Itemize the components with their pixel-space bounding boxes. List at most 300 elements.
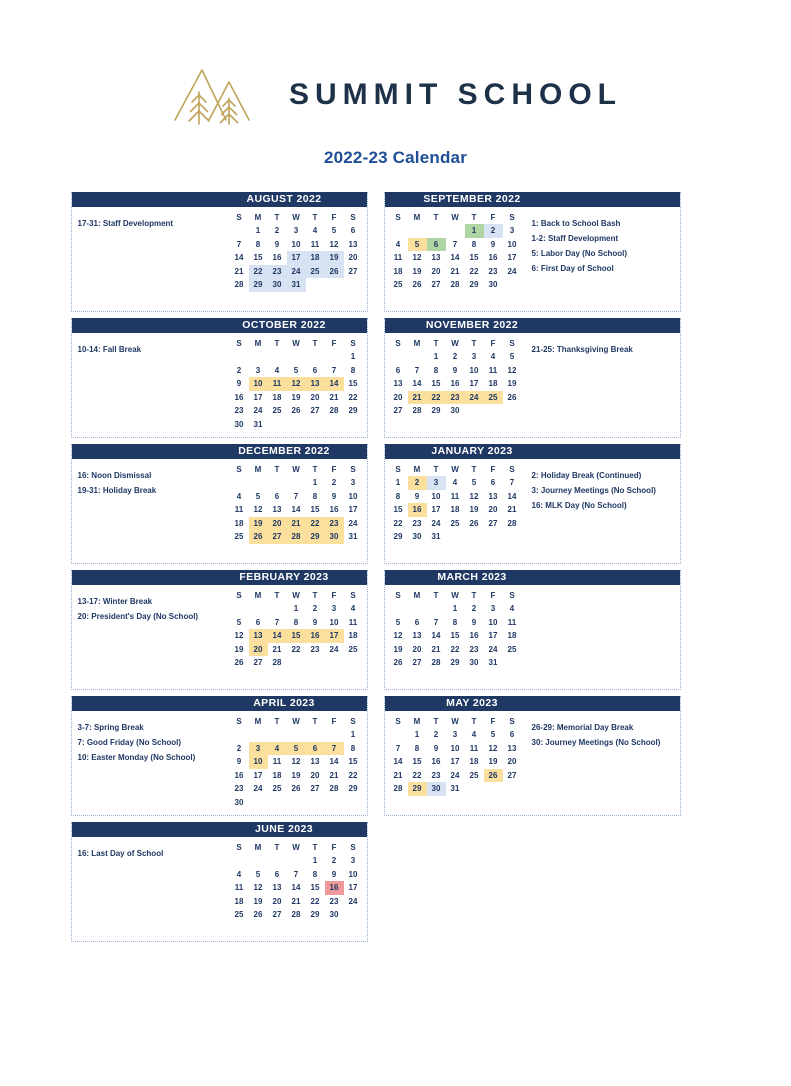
day-cell[interactable]: 1 — [255, 226, 261, 236]
day-cell[interactable]: 27 — [272, 910, 282, 920]
day-cell[interactable]: 26 — [393, 658, 403, 668]
day-cell[interactable]: 15 — [469, 253, 479, 263]
day-cell[interactable]: 5 — [408, 238, 427, 252]
day-cell[interactable]: 22 — [310, 896, 320, 906]
day-cell[interactable]: 31 — [253, 419, 263, 429]
day-cell[interactable]: 29 — [450, 658, 460, 668]
day-cell[interactable]: 1 — [350, 730, 356, 740]
day-cell[interactable]: 6 — [509, 730, 515, 740]
day-cell[interactable]: 10 — [450, 743, 460, 753]
day-cell[interactable]: 18 — [450, 505, 460, 515]
day-cell[interactable]: 3 — [427, 476, 446, 490]
day-cell[interactable]: 4 — [268, 742, 287, 756]
day-cell[interactable]: 24 — [507, 266, 517, 276]
day-cell[interactable]: 2 — [236, 365, 242, 375]
day-cell[interactable]: 24 — [348, 896, 358, 906]
day-cell[interactable]: 22 — [450, 644, 460, 654]
day-cell[interactable]: 2 — [471, 604, 477, 614]
day-cell[interactable]: 11 — [488, 365, 498, 375]
day-cell[interactable]: 3 — [255, 365, 261, 375]
day-cell[interactable]: 9 — [433, 743, 439, 753]
day-cell[interactable]: 19 — [249, 517, 268, 531]
day-cell[interactable]: 9 — [331, 491, 337, 501]
day-cell[interactable]: 6 — [274, 869, 280, 879]
day-cell[interactable]: 24 — [488, 644, 498, 654]
day-cell[interactable]: 3 — [490, 604, 496, 614]
day-cell[interactable]: 4 — [236, 869, 242, 879]
day-cell[interactable]: 17 — [469, 379, 479, 389]
day-cell[interactable]: 12 — [412, 253, 422, 263]
day-cell[interactable]: 13 — [507, 743, 517, 753]
day-cell[interactable]: 19 — [412, 266, 422, 276]
day-cell[interactable]: 25 — [272, 784, 282, 794]
day-cell[interactable]: 5 — [255, 869, 261, 879]
day-cell[interactable]: 3 — [471, 352, 477, 362]
day-cell[interactable]: 21 — [431, 644, 441, 654]
day-cell[interactable]: 23 — [412, 518, 422, 528]
day-cell[interactable]: 27 — [507, 770, 517, 780]
day-cell[interactable]: 26 — [253, 910, 263, 920]
day-cell[interactable]: 9 — [490, 239, 496, 249]
day-cell[interactable]: 10 — [291, 239, 301, 249]
day-cell[interactable]: 12 — [234, 631, 244, 641]
day-cell[interactable]: 20 — [412, 644, 422, 654]
day-cell[interactable]: 17 — [348, 883, 358, 893]
day-cell[interactable]: 15 — [310, 883, 320, 893]
day-cell[interactable]: 30 — [329, 910, 339, 920]
day-cell[interactable]: 24 — [287, 265, 306, 279]
day-cell[interactable]: 14 — [431, 631, 441, 641]
day-cell[interactable]: 28 — [329, 784, 339, 794]
day-cell[interactable]: 12 — [488, 743, 498, 753]
day-cell[interactable]: 11 — [507, 617, 517, 627]
day-cell[interactable]: 4 — [274, 365, 280, 375]
day-cell[interactable]: 20 — [393, 392, 403, 402]
day-cell[interactable]: 9 — [274, 239, 280, 249]
day-cell[interactable]: 17 — [348, 505, 358, 515]
day-cell[interactable]: 26 — [484, 769, 503, 783]
day-cell[interactable]: 10 — [249, 377, 268, 391]
day-cell[interactable]: 5 — [490, 730, 496, 740]
day-cell[interactable]: 19 — [234, 644, 244, 654]
day-cell[interactable]: 21 — [287, 517, 306, 531]
day-cell[interactable]: 3 — [509, 226, 515, 236]
day-cell[interactable]: 8 — [452, 617, 458, 627]
day-cell[interactable]: 2 — [408, 476, 427, 490]
day-cell[interactable]: 26 — [469, 518, 479, 528]
day-cell[interactable]: 22 — [469, 266, 479, 276]
day-cell[interactable]: 25 — [507, 644, 517, 654]
day-cell[interactable]: 18 — [469, 757, 479, 767]
day-cell[interactable]: 11 — [469, 743, 479, 753]
day-cell[interactable]: 21 — [291, 896, 301, 906]
day-cell[interactable]: 28 — [450, 280, 460, 290]
day-cell[interactable]: 6 — [306, 742, 325, 756]
day-cell[interactable]: 5 — [236, 617, 242, 627]
day-cell[interactable]: 4 — [509, 604, 515, 614]
day-cell[interactable]: 10 — [329, 617, 339, 627]
day-cell[interactable]: 30 — [488, 280, 498, 290]
day-cell[interactable]: 27 — [412, 658, 422, 668]
day-cell[interactable]: 12 — [287, 377, 306, 391]
day-cell[interactable]: 29 — [306, 530, 325, 544]
day-cell[interactable]: 31 — [287, 278, 306, 292]
day-cell[interactable]: 29 — [249, 278, 268, 292]
day-cell[interactable]: 30 — [469, 658, 479, 668]
day-cell[interactable]: 30 — [268, 278, 287, 292]
day-cell[interactable]: 21 — [408, 391, 427, 405]
day-cell[interactable]: 9 — [471, 617, 477, 627]
day-cell[interactable]: 19 — [507, 379, 517, 389]
day-cell[interactable]: 11 — [348, 617, 358, 627]
day-cell[interactable]: 7 — [452, 239, 458, 249]
day-cell[interactable]: 14 — [291, 883, 301, 893]
day-cell[interactable]: 28 — [507, 518, 517, 528]
day-cell[interactable]: 19 — [488, 757, 498, 767]
day-cell[interactable]: 16 — [325, 881, 344, 895]
day-cell[interactable]: 13 — [348, 239, 358, 249]
day-cell[interactable]: 27 — [268, 530, 287, 544]
day-cell[interactable]: 3 — [293, 226, 299, 236]
day-cell[interactable]: 9 — [312, 617, 318, 627]
day-cell[interactable]: 21 — [393, 770, 403, 780]
day-cell[interactable]: 4 — [471, 730, 477, 740]
day-cell[interactable]: 16 — [272, 253, 282, 263]
day-cell[interactable]: 14 — [412, 379, 422, 389]
day-cell[interactable]: 5 — [287, 742, 306, 756]
day-cell[interactable]: 15 — [287, 629, 306, 643]
day-cell[interactable]: 15 — [310, 505, 320, 515]
day-cell[interactable]: 20 — [348, 253, 358, 263]
day-cell[interactable]: 11 — [450, 491, 460, 501]
day-cell[interactable]: 15 — [348, 757, 358, 767]
day-cell[interactable]: 26 — [325, 265, 344, 279]
day-cell[interactable]: 7 — [414, 365, 420, 375]
day-cell[interactable]: 26 — [291, 406, 301, 416]
day-cell[interactable]: 2 — [312, 604, 318, 614]
day-cell[interactable]: 12 — [329, 239, 339, 249]
day-cell[interactable]: 18 — [272, 770, 282, 780]
day-cell[interactable]: 3 — [249, 742, 268, 756]
day-cell[interactable]: 18 — [272, 392, 282, 402]
day-cell[interactable]: 26 — [291, 784, 301, 794]
day-cell[interactable]: 24 — [329, 644, 339, 654]
day-cell[interactable]: 5 — [471, 478, 477, 488]
day-cell[interactable]: 7 — [395, 743, 401, 753]
day-cell[interactable]: 23 — [488, 266, 498, 276]
day-cell[interactable]: 30 — [412, 532, 422, 542]
day-cell[interactable]: 18 — [234, 896, 244, 906]
day-cell[interactable]: 25 — [450, 518, 460, 528]
day-cell[interactable]: 29 — [408, 782, 427, 796]
day-cell[interactable]: 12 — [291, 757, 301, 767]
day-cell[interactable]: 12 — [469, 491, 479, 501]
day-cell[interactable]: 1 — [293, 604, 299, 614]
day-cell[interactable]: 2 — [433, 730, 439, 740]
day-cell[interactable]: 9 — [236, 757, 242, 767]
day-cell[interactable]: 16 — [431, 757, 441, 767]
day-cell[interactable]: 23 — [310, 644, 320, 654]
day-cell[interactable]: 22 — [348, 392, 358, 402]
day-cell[interactable]: 18 — [234, 518, 244, 528]
day-cell[interactable]: 13 — [310, 757, 320, 767]
day-cell[interactable]: 22 — [412, 770, 422, 780]
day-cell[interactable]: 18 — [348, 631, 358, 641]
day-cell[interactable]: 15 — [450, 631, 460, 641]
day-cell[interactable]: 4 — [452, 478, 458, 488]
day-cell[interactable]: 25 — [484, 391, 503, 405]
day-cell[interactable]: 19 — [291, 770, 301, 780]
day-cell[interactable]: 27 — [348, 266, 358, 276]
day-cell[interactable]: 13 — [393, 379, 403, 389]
day-cell[interactable]: 8 — [433, 365, 439, 375]
day-cell[interactable]: 2 — [331, 856, 337, 866]
day-cell[interactable]: 20 — [272, 896, 282, 906]
day-cell[interactable]: 17 — [431, 505, 441, 515]
day-cell[interactable]: 8 — [255, 239, 261, 249]
day-cell[interactable]: 18 — [507, 631, 517, 641]
day-cell[interactable]: 11 — [234, 883, 244, 893]
day-cell[interactable]: 7 — [293, 869, 299, 879]
day-cell[interactable]: 3 — [331, 604, 337, 614]
day-cell[interactable]: 14 — [507, 491, 517, 501]
day-cell[interactable]: 8 — [395, 491, 401, 501]
day-cell[interactable]: 13 — [306, 377, 325, 391]
day-cell[interactable]: 19 — [291, 392, 301, 402]
day-cell[interactable]: 6 — [427, 238, 446, 252]
day-cell[interactable]: 28 — [431, 658, 441, 668]
day-cell[interactable]: 21 — [272, 644, 282, 654]
day-cell[interactable]: 3 — [350, 478, 356, 488]
day-cell[interactable]: 10 — [469, 365, 479, 375]
day-cell[interactable]: 11 — [393, 253, 403, 263]
day-cell[interactable]: 17 — [287, 251, 306, 265]
day-cell[interactable]: 11 — [272, 757, 282, 767]
day-cell[interactable]: 7 — [236, 239, 242, 249]
day-cell[interactable]: 9 — [452, 365, 458, 375]
day-cell[interactable]: 15 — [431, 379, 441, 389]
day-cell[interactable]: 29 — [393, 532, 403, 542]
day-cell[interactable]: 16 — [469, 631, 479, 641]
day-cell[interactable]: 11 — [310, 239, 320, 249]
day-cell[interactable]: 19 — [325, 251, 344, 265]
day-cell[interactable]: 8 — [312, 491, 318, 501]
day-cell[interactable]: 4 — [395, 239, 401, 249]
day-cell[interactable]: 14 — [393, 757, 403, 767]
day-cell[interactable]: 4 — [350, 604, 356, 614]
day-cell[interactable]: 10 — [348, 491, 358, 501]
day-cell[interactable]: 15 — [348, 379, 358, 389]
day-cell[interactable]: 17 — [253, 770, 263, 780]
day-cell[interactable]: 14 — [234, 253, 244, 263]
day-cell[interactable]: 6 — [255, 617, 261, 627]
day-cell[interactable]: 12 — [253, 883, 263, 893]
day-cell[interactable]: 25 — [348, 644, 358, 654]
day-cell[interactable]: 25 — [469, 770, 479, 780]
day-cell[interactable]: 30 — [234, 419, 244, 429]
day-cell[interactable]: 27 — [253, 658, 263, 668]
day-cell[interactable]: 8 — [312, 869, 318, 879]
day-cell[interactable]: 1 — [414, 730, 420, 740]
day-cell[interactable]: 20 — [268, 517, 287, 531]
day-cell[interactable]: 23 — [469, 644, 479, 654]
day-cell[interactable]: 5 — [331, 226, 337, 236]
day-cell[interactable]: 30 — [450, 406, 460, 416]
day-cell[interactable]: 24 — [253, 784, 263, 794]
day-cell[interactable]: 2 — [452, 352, 458, 362]
day-cell[interactable]: 1 — [433, 352, 439, 362]
day-cell[interactable]: 7 — [433, 617, 439, 627]
day-cell[interactable]: 2 — [484, 224, 503, 238]
day-cell[interactable]: 6 — [395, 365, 401, 375]
day-cell[interactable]: 28 — [329, 406, 339, 416]
day-cell[interactable]: 21 — [507, 505, 517, 515]
day-cell[interactable]: 12 — [393, 631, 403, 641]
day-cell[interactable]: 27 — [431, 280, 441, 290]
day-cell[interactable]: 13 — [488, 491, 498, 501]
day-cell[interactable]: 9 — [331, 869, 337, 879]
day-cell[interactable]: 4 — [312, 226, 318, 236]
day-cell[interactable]: 7 — [331, 365, 337, 375]
day-cell[interactable]: 14 — [268, 629, 287, 643]
day-cell[interactable]: 19 — [469, 505, 479, 515]
day-cell[interactable]: 8 — [414, 743, 420, 753]
day-cell[interactable]: 6 — [350, 226, 356, 236]
day-cell[interactable]: 2 — [236, 743, 242, 753]
day-cell[interactable]: 30 — [234, 797, 244, 807]
day-cell[interactable]: 16 — [234, 770, 244, 780]
day-cell[interactable]: 9 — [236, 379, 242, 389]
day-cell[interactable]: 18 — [488, 379, 498, 389]
day-cell[interactable]: 26 — [234, 658, 244, 668]
day-cell[interactable]: 11 — [234, 505, 244, 515]
day-cell[interactable]: 20 — [488, 505, 498, 515]
day-cell[interactable]: 24 — [431, 518, 441, 528]
day-cell[interactable]: 8 — [350, 743, 356, 753]
day-cell[interactable]: 17 — [450, 757, 460, 767]
day-cell[interactable]: 17 — [507, 253, 517, 263]
day-cell[interactable]: 27 — [488, 518, 498, 528]
day-cell[interactable]: 13 — [272, 505, 282, 515]
day-cell[interactable]: 12 — [253, 505, 263, 515]
day-cell[interactable]: 16 — [408, 503, 427, 517]
day-cell[interactable]: 20 — [249, 643, 268, 657]
day-cell[interactable]: 4 — [490, 352, 496, 362]
day-cell[interactable]: 5 — [509, 352, 515, 362]
day-cell[interactable]: 28 — [412, 406, 422, 416]
day-cell[interactable]: 10 — [431, 491, 441, 501]
day-cell[interactable]: 20 — [310, 770, 320, 780]
day-cell[interactable]: 25 — [393, 280, 403, 290]
day-cell[interactable]: 29 — [469, 280, 479, 290]
day-cell[interactable]: 16 — [450, 379, 460, 389]
day-cell[interactable]: 29 — [348, 406, 358, 416]
day-cell[interactable]: 14 — [329, 757, 339, 767]
day-cell[interactable]: 10 — [507, 239, 517, 249]
day-cell[interactable]: 16 — [306, 629, 325, 643]
day-cell[interactable]: 22 — [249, 265, 268, 279]
day-cell[interactable]: 17 — [325, 629, 344, 643]
day-cell[interactable]: 10 — [348, 869, 358, 879]
day-cell[interactable]: 1 — [395, 478, 401, 488]
day-cell[interactable]: 26 — [507, 392, 517, 402]
day-cell[interactable]: 28 — [393, 784, 403, 794]
day-cell[interactable]: 24 — [465, 391, 484, 405]
day-cell[interactable]: 27 — [393, 406, 403, 416]
day-cell[interactable]: 5 — [293, 365, 299, 375]
day-cell[interactable]: 8 — [350, 365, 356, 375]
day-cell[interactable]: 14 — [291, 505, 301, 515]
day-cell[interactable]: 30 — [427, 782, 446, 796]
day-cell[interactable]: 28 — [234, 280, 244, 290]
day-cell[interactable]: 17 — [253, 392, 263, 402]
day-cell[interactable]: 6 — [490, 478, 496, 488]
day-cell[interactable]: 22 — [393, 518, 403, 528]
day-cell[interactable]: 19 — [253, 896, 263, 906]
day-cell[interactable]: 18 — [393, 266, 403, 276]
day-cell[interactable]: 27 — [310, 784, 320, 794]
day-cell[interactable]: 23 — [268, 265, 287, 279]
day-cell[interactable]: 21 — [450, 266, 460, 276]
day-cell[interactable]: 24 — [253, 406, 263, 416]
day-cell[interactable]: 7 — [509, 478, 515, 488]
day-cell[interactable]: 2 — [331, 478, 337, 488]
day-cell[interactable]: 24 — [348, 518, 358, 528]
day-cell[interactable]: 12 — [507, 365, 517, 375]
day-cell[interactable]: 16 — [488, 253, 498, 263]
day-cell[interactable]: 20 — [507, 757, 517, 767]
day-cell[interactable]: 22 — [348, 770, 358, 780]
day-cell[interactable]: 13 — [412, 631, 422, 641]
day-cell[interactable]: 8 — [471, 239, 477, 249]
day-cell[interactable]: 6 — [312, 365, 318, 375]
day-cell[interactable]: 22 — [427, 391, 446, 405]
day-cell[interactable]: 29 — [310, 910, 320, 920]
day-cell[interactable]: 15 — [393, 505, 403, 515]
day-cell[interactable]: 1 — [452, 604, 458, 614]
day-cell[interactable]: 17 — [488, 631, 498, 641]
day-cell[interactable]: 6 — [414, 617, 420, 627]
day-cell[interactable]: 28 — [291, 910, 301, 920]
day-cell[interactable]: 23 — [325, 517, 344, 531]
day-cell[interactable]: 7 — [325, 742, 344, 756]
day-cell[interactable]: 1 — [465, 224, 484, 238]
day-cell[interactable]: 5 — [395, 617, 401, 627]
day-cell[interactable]: 7 — [293, 491, 299, 501]
day-cell[interactable]: 3 — [350, 856, 356, 866]
day-cell[interactable]: 29 — [431, 406, 441, 416]
day-cell[interactable]: 30 — [325, 530, 344, 544]
day-cell[interactable]: 23 — [431, 770, 441, 780]
day-cell[interactable]: 6 — [274, 491, 280, 501]
day-cell[interactable]: 20 — [431, 266, 441, 276]
day-cell[interactable]: 26 — [412, 280, 422, 290]
day-cell[interactable]: 9 — [414, 491, 420, 501]
day-cell[interactable]: 20 — [310, 392, 320, 402]
day-cell[interactable]: 25 — [234, 532, 244, 542]
day-cell[interactable]: 23 — [446, 391, 465, 405]
day-cell[interactable]: 18 — [306, 251, 325, 265]
day-cell[interactable]: 10 — [249, 755, 268, 769]
day-cell[interactable]: 21 — [329, 392, 339, 402]
day-cell[interactable]: 14 — [450, 253, 460, 263]
day-cell[interactable]: 26 — [249, 530, 268, 544]
day-cell[interactable]: 3 — [452, 730, 458, 740]
day-cell[interactable]: 15 — [412, 757, 422, 767]
day-cell[interactable]: 21 — [234, 266, 244, 276]
day-cell[interactable]: 31 — [348, 532, 358, 542]
day-cell[interactable]: 19 — [393, 644, 403, 654]
